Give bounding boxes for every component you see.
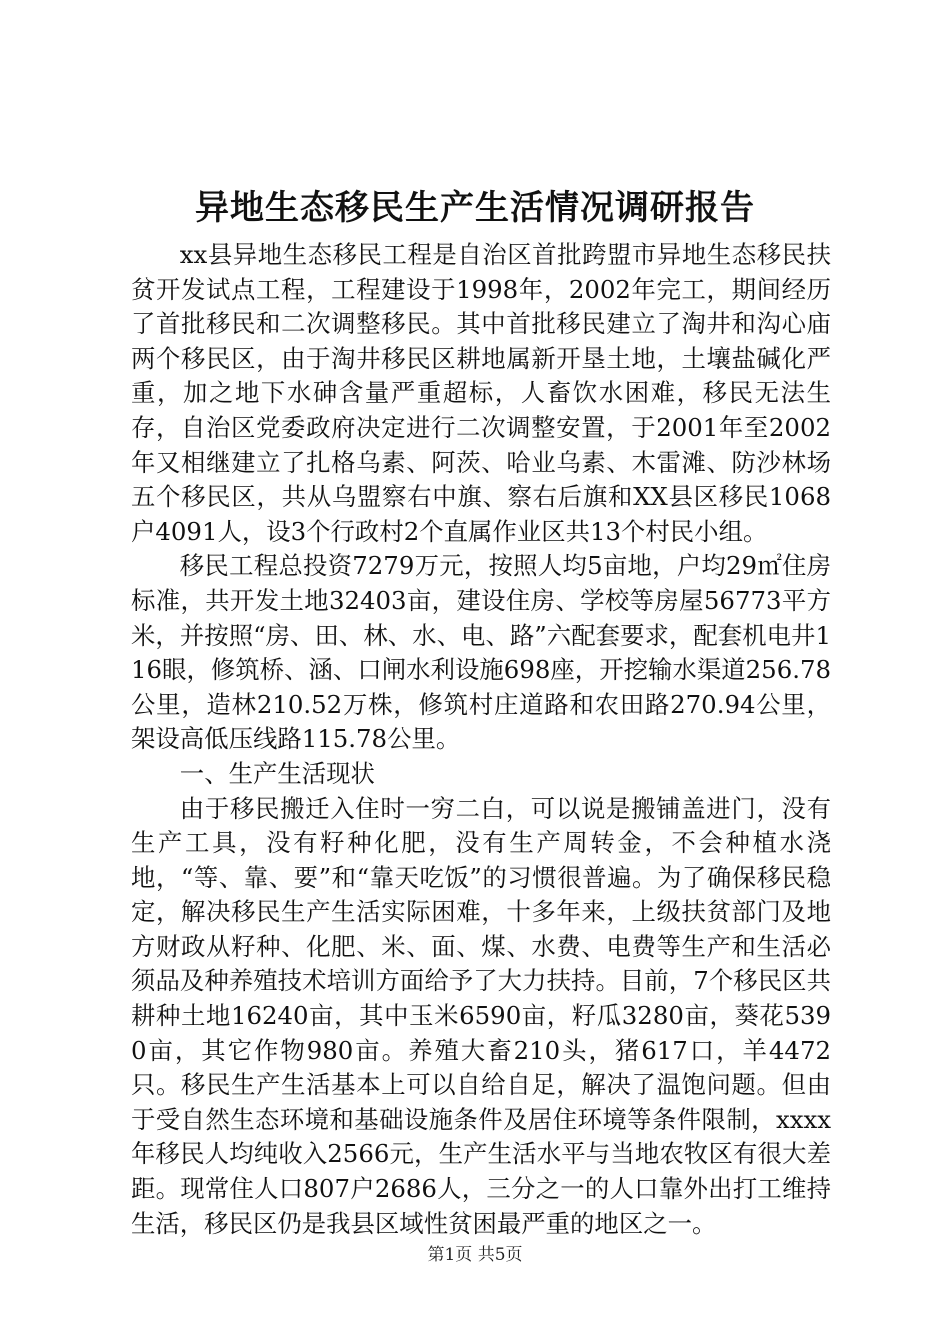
section-heading: 一、生产生活现状 [179, 758, 375, 788]
paragraph-investment: 移民工程总投资7279万元，按照人均5亩地，户均29㎡住房标准，共开发土地32403亩，建设住房、学校等房屋56773平方米，并按照“房、田、林、水、电、路”六配套要求，配套机电井116眼，修筑桥、涵、口闸水利设施698座，开挖输水渠道256.78公里，造林210.52万株，修筑村庄道路和农田路270.94公里，架设高低压线路115.78公里。 [131, 551, 831, 754]
paragraph-current-status: 由于移民搬迁入住时一穷二白，可以说是搬铺盖进门，没有生产工具，没有籽种化肥，没有生产周转金，不会种植水浇地，“等、靠、要”和“靠天吃饭”的习惯很普遍。为了确保移民稳定，解决移民生产生活实际困难，十多年来，上级扶贫部门及地方财政从籽种、化肥、米、面、煤、水费、电费等生产和生活必须品及种养殖技术培训方面给予了大力扶持。目前，7个移民区共耕种土地16240亩，其中玉米6590亩，籽瓜3280亩，葵花5390亩，其它作物980亩。养殖大畜210头，猪617口，羊4472只。移民生产生活基本上可以自给自足，解决了温饱问题。但由于受自然生态环境和基础设施条件及居住环境等条件限制，xxxx年移民人均纯收入2566元，生产生活水平与当地农牧区有很大差距。现常住人口807户2686人，三分之一的人口靠外出打工维持生活，移民区仍是我县区域性贫困最严重的地区之一。 [131, 793, 831, 1238]
document-body [131, 238, 831, 1241]
page-footer: 第1页 共5页 [427, 1245, 523, 1265]
document-title: 异地生态移民生产生活情况调研报告 [195, 188, 755, 228]
paragraph-project-overview: xx县异地生态移民工程是自治区首批跨盟市异地生态移民扶贫开发试点工程，工程建设于1998年，2002年完工，期间经历了首批移民和二次调整移民。其中首批移民建立了淘井和沟心庙两个移民区，由于淘井移民区耕地属新开垦土地，土壤盐碱化严重，加之地下水砷含量严重超标，人畜饮水困难，移民无法生存，自治区党委政府决定进行二次调整安置，于2001年至2002年又相继建立了扎格乌素、阿茨、哈业乌素、木雷滩、防沙林场五个移民区，共从乌盟察右中旗、察右后旗和XX县区移民1068户4091人，设3个行政村2个直属作业区共13个村民小组。 [131, 240, 831, 546]
